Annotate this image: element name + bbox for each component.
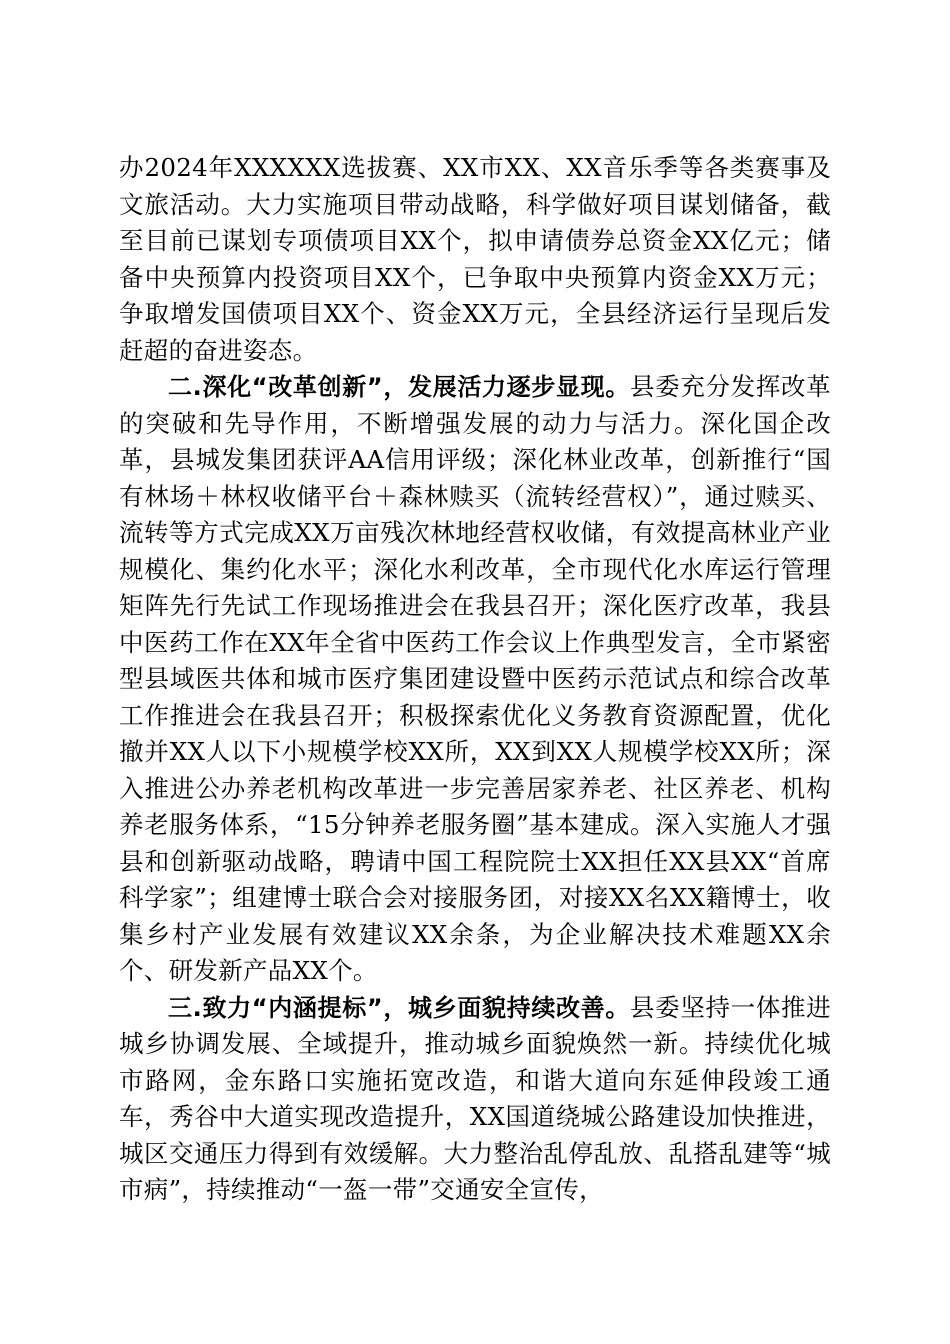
paragraph-text: 县委坚持一体推进城乡协调发展、全域提升，推动城乡面貌焕然一新。持续优化城市路网，金东路口实施拓宽改造，和谐大道向东延伸段竣工通车，秀谷中大道实现改造提升，XX国道绕城公路建设加快推进，城区交通压力得到有效缓解。大力整治乱停乱放、乱搭乱建等“城市病”，持续推动“一盔一带”交通安全宣传， [119, 992, 831, 1204]
section-heading: 二.深化“改革创新”，发展活力逐步显现。 [168, 373, 631, 401]
paragraph-continuation [119, 150, 831, 369]
paragraph-text: 县委充分发挥改革的突破和先导作用，不断增强发展的动力与活力。深化国企改革，县城发集团获评AA信用评级；深化林业改革，创新推行“国有林场＋林权收储平台＋森林赎买（流转经营权）”，通过赎买、流转等方式完成XX万亩残次林地经营权收储，有效提高林业产业规模化、集约化水平；深化水利改革，全市现代化水库运行管理矩阵先行先试工作现场推进会在我县召开；深化医疗改革，我县中医药工作在XX年全省中医药工作会议上作典型发言，全市紧密型县域医共体和城市医疗集团建设暨中医药示范试点和综合改革工作推进会在我县召开；积极探索优化义务教育资源配置，优化撤并XX人以下小规模学校XX所，XX到XX人规模学校XX所；深入推进公办养老机构改革进一步完善居家养老、社区养老、机构养老服务体系，“15分钟养老服务圈”基本建成。深入实施人才强县和创新驱动战略，聘请中国工程院院士XX担任XX县XX“首席科学家”；组建博士联合会对接服务团，对接XX名XX籍博士，收集乡村产业发展有效建议XX余条，为企业解决技术难题XX余个、研发新产品XX个。 [119, 372, 831, 985]
paragraph-text: 办2024年XXXXXX选拔赛、XX市XX、XX音乐季等各类赛事及文旅活动。大力实施项目带动战略，科学做好项目谋划储备，截至目前已谋划专项债项目XX个，拟申请债券总资金XX亿元；储备中央预算内投资项目XX个，已争取中央预算内资金XX万元；争取增发国债项目XX个、资金XX万元，全县经济运行呈现后发赶超的奋进姿态。 [119, 153, 831, 365]
document-body [119, 150, 831, 1209]
paragraph-section-2 [119, 369, 831, 990]
section-heading: 三.致力“内涵提标”，城乡面貌持续改善。 [168, 993, 631, 1022]
paragraph-section-3 [119, 990, 831, 1209]
